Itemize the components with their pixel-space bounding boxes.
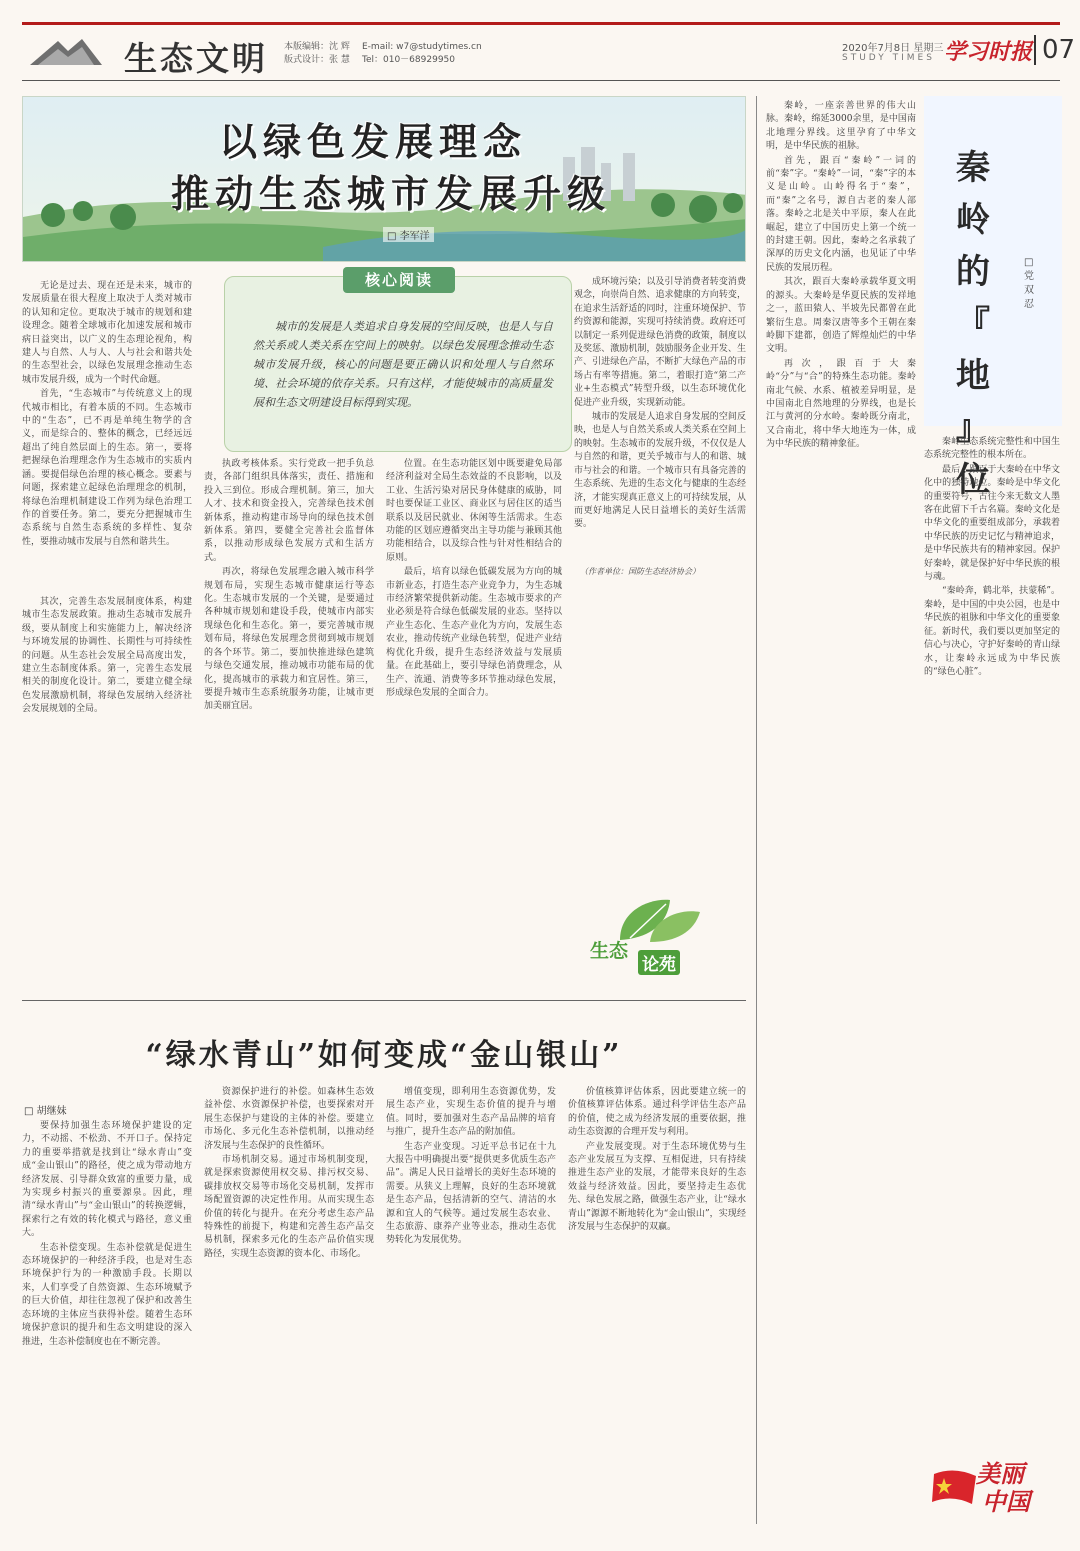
flag-icon — [930, 1464, 980, 1514]
masthead-divider — [22, 80, 1060, 81]
article1-author: □ 李军洋 — [383, 227, 434, 242]
paper-english-name: STUDY TIMES — [842, 53, 935, 63]
article2-column-4: 价值核算评估体系，因此要建立统一的价值核算评估体系。通过科学评估生态产品的价值，使之成为经济发展的重要依据，推动生态资源的合理开发与利用。 产业发展变现。对于生态环境优势与生态产业发展互为支撑、互相促进，只有持续推进生态产业的发展，才能带来良好的生态效益与经济效益。因此，要坚持走生态优先、绿色发展之路，做强生态产业，让“绿水青山”源源不断地转化为“金山银山”，实现经济发展与生态保护的双赢。 — [568, 1087, 746, 1233]
eco-forum-logo — [590, 890, 730, 982]
paper-name: 学习时报 — [944, 40, 1033, 65]
article3-author: □ 党双忍 — [1024, 257, 1034, 310]
section-logo-icon — [28, 35, 104, 73]
article3-title-box — [924, 96, 1062, 500]
article1-title-line1: 以绿色发展理念 — [219, 120, 528, 164]
article3-title: 秦 岭 的 『 地 』 位 — [956, 148, 990, 500]
article2-column-3: 增值变现，即利用生态资源优势，发展生态产业，实现生态价值的提升与增值。同时，要加强对生态产品品牌的培育与推广，提升生态产品的附加值。 生态产业变现。习近平总书记在十九大报告中明确提出要“提供更多优质生态产品”。满足人民日益增长的美好生态环境的需要。从狭义上理解，良好的生态环境就是生态产品，包括清新的空气、清洁的水源和宜人的气候等。通过发展生态农业、生态旅游、康养产业等业态，推动生态优势转化为发展优势。 — [386, 1087, 556, 1246]
article1-column-1: 无论是过去、现在还是未来，城市的发展质量在很大程度上取决于人类对城市的认知和定位。更取决于城市的规划和建设理念。随着全球城市化加速发展和城市病日益突出，以广义的生态理论视角，构建人与自然、人与人、人与社会和谐共处的生态型社会，以绿色发展理念推动生态城市发展升级，成为一个时代命题。 首先，“生态城市”与传统意义上的现代城市相比，有着本质的不同。生态城市中的“生态”，已不再是单纯生物学的含义，而是综合的、整体的概念，已经远远超出了纯自然层面上的生态。第一，要将把握绿色治理理念作为生态城市的实质内涵。要提倡绿色治理的核心概念。要素与问题，探索建立起绿色治理理念的机制，将绿色治理机制建设工作列为绿色治理工作的首要任务。第二，要充分把握城市生态系统与自然生态系统的多样性、复杂性，要推动城市发展与自然和谐共生。 — [22, 281, 192, 547]
article1-author-affiliation: （作者单位：国防生态经济协会） — [580, 567, 700, 576]
editor-info: 本版编辑：沈 辉 版式设计：张 慧 — [284, 42, 350, 65]
article1-column-2: 执政考核体系。实行党政一把手负总责，各部门组织具体落实，责任、措施和投入三到位。形成合理机制。第三，加大人才、技术和资金投入，完善绿色技术创新体系，推动构建市场导向的绿色技术创新体系。第四，要健全完善社会监督体系，以推动形成绿色发展方式和生活方式。 再次，将绿色发展理念融入城市科学规划布局，实现生态城市健康运行等态化。生态城市发展的一个关键，是要通过各种城市规划和建设手段，使城市内部实现绿色化和生态化。第一，要完善城市规划布局，将绿色发展理念贯彻到城市规划的各个环节。第二，要加快推进绿色建筑与绿色交通发展，推动城市功能布局的优化，提高城市的承载力和宜居性。第三，要提升城市生态系统服务功能，让城市更加美丽宜居。 — [204, 459, 374, 712]
article1-banner — [22, 96, 746, 262]
article1-column-3: 位置。在生态功能区划中既要避免局部经济利益对全局生态效益的不良影响，以及工业、生活污染对居民身体健康的威胁，同时也要保证工业区、商业区与居住区的适当联系以及居民就业、休闲等生活需求。生态功能的区划应遵循突出主导功能与兼顾其他功能相结合，以及综合性与针对性相结合的原则。 最后，培育以绿色低碳发展为方向的城市新业态，打造生态产业竞争力，为生态城市经济繁荣提供新动能。生态城市要求的产业必须是符合绿色低碳发展的业态。坚持以产业生态化、生态产业化为方向，发展生态农业，推动传统产业绿色转型，促进产业结构优化升级，提升生态经济效益与发展质量。在此基础上，要引导绿色消费理念，从生产、流通、消费等多环节推动绿色发展，形成绿色发展的全面合力。 — [386, 459, 562, 698]
section-title: 生态文明 — [124, 39, 268, 78]
article-divider — [22, 1000, 746, 1001]
forum-logo-text-1: 生态 — [590, 940, 629, 962]
article1-column-1b: 其次，完善生态发展制度体系，构建城市生态发展政策。推动生态城市发展升级，要从制度上和实施能力上，解决经济与环境发展的协调性、长期性与可持续性的问题。从生态社会发展全局高度出发，建立生态制度体系。第一，完善生态发展相关的制度化设计。第二，要建立健全绿色发展激励机制，将绿色发展纳入经济社会发展规划的全局。 — [22, 597, 192, 715]
article1-column-4: 成环境污染；以及引导消费者转变消费观念，向崇尚自然、追求健康的方向转变，在追求生活舒适的同时，注重环境保护、节约资源和能源，实现可持续消费。政府还可以制定一系列促进绿色消费的政策，制度以及奖惩、激励机制，鼓励服务企业开发、生产、引进绿色产品，不断扩大绿色产品的市场占有率等措施。第二，着眼打造“第二产业+生态模式”转型升级，以生态环境优化促进产业升级，实现新动能。 城市的发展是人追求自身发展的空间反映，也是人与自然关系或人类关系在空间上的映射。生态城市的发展升级，不仅仅是人与自然的和谐，更关乎城市与人的和谐、城市与社会的和谐。一个城市只有具备完善的生态系统、先进的生态文化与健康的生态经济，才能实现真正意义上的可持续发展，从而更好地满足人民日益增长的美好生活需要。 — [574, 277, 746, 530]
article3-column-2: 秦岭生态系统完整性和中国生态系统完整性的根本所在。 最后，跟百于大秦岭在中华文化中的独特地位。秦岭是中华文化的重要符号，古往今来无数文人墨客在此留下千古名篇。秦岭文化是中华文化的重要组成部分，承载着中华民族的历史记忆与精神追求，是中华民族共有的精神家园。保护好秦岭，就是保护好中华民族的根与魂。 “秦岭奔，鹤北举，扶蒙稀”。秦岭，是中国的中央公园，也是中华民族的祖脉和中华文化的重要象征。新时代，我们要以更加坚定的信心与决心，守护好秦岭的青山绿水，让秦岭永远成为中华民族的“绿色心脏”。 — [924, 437, 1060, 677]
article1-title-line2: 推动生态城市发展升级 — [171, 172, 612, 216]
core-reading-box — [224, 271, 572, 452]
forum-logo-text-2: 论苑 — [638, 950, 680, 975]
article2-column-1: 要保持加强生态环境保护建设的定力，不动摇、不松劲、不开口子。保持定力的重要举措就是找到让“绿水青山”变成“金山银山”的路径，使之成为带动地方经济发展、引导群众致富的重要力量，成为实现乡村振兴的重要源泉。因此，理清“绿水青山”与“金山银山”的转换逻辑，探索行之有效的转化模式与路径，意义重大。 生态补偿变现。生态补偿就是促进生态环境保护的一种经济手段，也是对生态环境保护行为的一种激励手段。长期以来，人们享受了自然资源、生态环境赋予的巨大价值，却往往忽视了保护和改善生态环境的主体应当获得补偿。随着生态环境保护意识的提升和生态文明建设的深入推进，生态补偿制度也在不断完善。 — [22, 1121, 192, 1347]
beautiful-china-logo — [930, 1452, 1058, 1522]
core-reading-text: 城市的发展是人类追求自身发展的空间反映，也是人与自然关系或人类关系在空间上的映射。以绿色发展理念推动生态城市发展升级，核心的问题是要正确认识和处理人与自然环境、社会环境的依存关系。只有这样，才能使城市的高质量发展和生态文明建设目标得到实现。 — [253, 320, 553, 409]
article3-column-1: 秦岭，一座亲善世界的伟大山脉。秦岭，绵延3000余里，是中国南北地理分界线。这里孕育了中华文明，是中华民族的祖脉。 首先，跟百“秦岭”一词的前“秦”字。“秦岭”一词，“秦”字的本义是山岭。山岭得名于“秦”，而“秦”之名号，源自古老的秦人部落。秦岭之北是关中平原，秦人在此崛起，建立了中国历史上第一个统一的封建王朝。因此，秦岭之名承载了深厚的历史文化内涵，也见证了中华民族的发展历程。 其次，跟百大秦岭承载华夏文明的源头。大秦岭是华夏民族的发祥地之一，蓝田猿人、半坡先民都曾在此繁衍生息。周秦汉唐等多个王朝在秦岭脚下建都，创造了辉煌灿烂的中华文明。 再次，跟百于大秦岭“分”与“合”的特殊生态功能。秦岭南北气候、水系、植被差异明显，是中国南北自然地理的分界线，也是长江与黄河的分水岭。秦岭既分南北，又合南北，将中华大地连为一体，成为中华民族的精神象征。 — [766, 101, 916, 450]
article2-title: “绿水青山”如何变成“金山银山” — [145, 1038, 623, 1073]
article2-column-2: 资源保护进行的补偿。如森林生态效益补偿、水资源保护补偿，也要探索对开展生态保护与建设的主体的补偿。要建立市场化、多元化生态补偿机制，以推动经济发展与生态保护的良性循环。 市场机制交易。通过市场机制变现，就是探索资源使用权交易、排污权交易、碳排放权交易等市场化交易机制，发挥市场配置资源的决定性作用。从而实现生态价值的转化与提升。在充分考虑生态产品特殊性的前提下，构建和完善生态产品交易机制，探索多元化的生态产品价值实现路径，实现生态资源的资本化、市场化。 — [204, 1087, 374, 1259]
contact-info: E-mail: w7@studytimes.cn Tel：010－68929950 — [362, 42, 482, 65]
logo-text-1: 美丽 — [976, 1460, 1024, 1488]
article2-author: □ 胡继妹 — [24, 1106, 67, 1117]
issue-date: 2020年7月8日 星期三 — [842, 43, 944, 54]
core-reading-label: 核心阅读 — [343, 267, 455, 293]
column-divider — [756, 96, 757, 1524]
masthead — [22, 22, 1076, 78]
logo-text-2: 中国 — [982, 1488, 1030, 1516]
page-number: 07 — [1034, 35, 1075, 65]
